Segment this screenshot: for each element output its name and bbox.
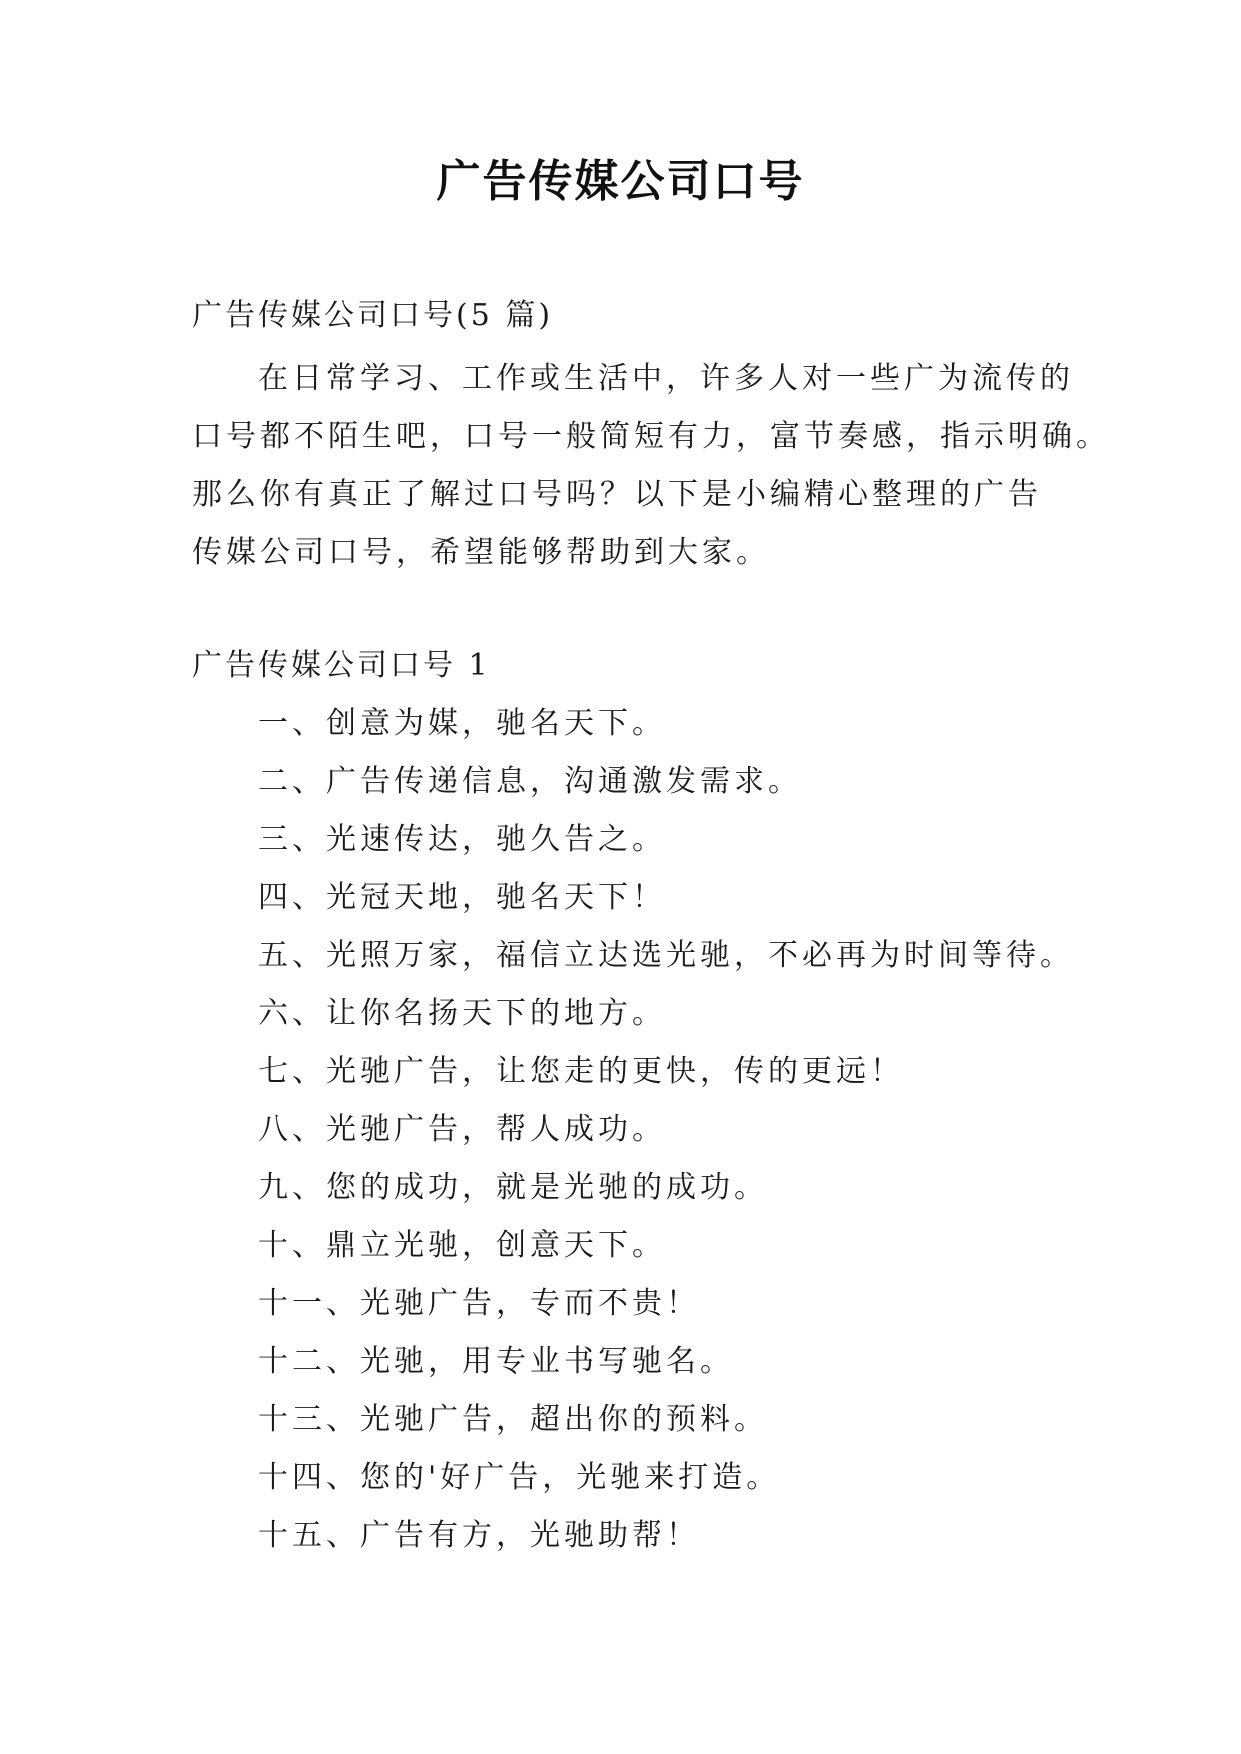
slogan-item: 五、光照万家，福信立达选光驰，不必再为时间等待。 <box>258 938 1074 973</box>
slogan-item: 十二、光驰，用专业书写驰名。 <box>258 1344 734 1379</box>
slogan-item: 七、光驰广告，让您走的更快，传的更远！ <box>258 1054 904 1089</box>
intro-line: 那么你有真正了解过口号吗？以下是小编精心整理的广告 <box>192 477 1042 512</box>
page-title: 广告传媒公司口号 <box>436 156 805 207</box>
document-subtitle: 广告传媒公司口号(5 篇) <box>192 298 554 333</box>
intro-paragraph <box>192 350 1110 582</box>
slogan-item: 九、您的成功，就是光驰的成功。 <box>258 1170 768 1205</box>
intro-line: 在日常学习、工作或生活中，许多人对一些广为流传的 <box>258 361 1074 396</box>
slogan-item: 一、创意为媒，驰名天下。 <box>258 706 666 741</box>
section-heading: 广告传媒公司口号 1 <box>192 648 491 683</box>
slogan-item: 十一、光驰广告，专而不贵！ <box>258 1286 700 1321</box>
slogan-item: 二、广告传递信息，沟通激发需求。 <box>258 764 802 799</box>
slogan-item: 八、光驰广告，帮人成功。 <box>258 1112 666 1147</box>
intro-line: 口号都不陌生吧，口号一般简短有力，富节奏感，指示明确。 <box>192 419 1110 454</box>
slogan-item: 四、光冠天地，驰名天下！ <box>258 880 666 915</box>
slogan-item: 十五、广告有方，光驰助帮！ <box>258 1518 700 1553</box>
intro-line: 传媒公司口号，希望能够帮助到大家。 <box>192 535 770 570</box>
slogan-item: 十三、光驰广告，超出你的预料。 <box>258 1402 768 1437</box>
slogan-item: 十、鼎立光驰，创意天下。 <box>258 1228 666 1263</box>
slogan-item: 十四、您的'好广告，光驰来打造。 <box>258 1460 781 1495</box>
slogan-list <box>258 695 1074 1565</box>
slogan-item: 六、让你名扬天下的地方。 <box>258 996 666 1031</box>
slogan-item: 三、光速传达，驰久告之。 <box>258 822 666 857</box>
